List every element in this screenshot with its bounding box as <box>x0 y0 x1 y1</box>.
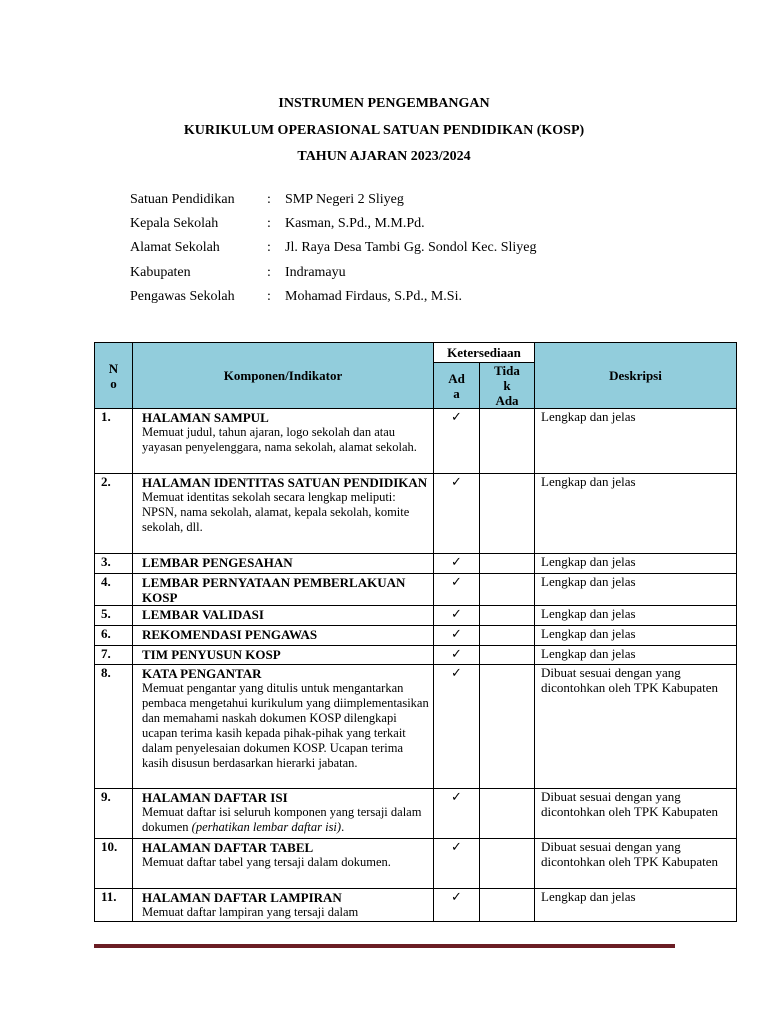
row-number: 6. <box>95 626 133 646</box>
row-tidak-ada <box>480 626 535 646</box>
check-icon: ✓ <box>434 409 480 474</box>
table-row <box>95 626 737 646</box>
row-number: 4. <box>95 574 133 606</box>
row-deskripsi: Dibuat sesuai dengan yang dicontohkan oleh TPK Kabupaten <box>535 839 737 889</box>
row-deskripsi: Dibuat sesuai dengan yang dicontohkan oleh TPK Kabupaten <box>535 665 737 789</box>
header-tidak-ada <box>480 363 535 409</box>
header-ada-line-1: Ad <box>448 370 465 386</box>
row-title: LEMBAR VALIDASI <box>142 607 264 622</box>
row-deskripsi: Lengkap dan jelas <box>535 646 737 665</box>
row-description: Memuat judul, tahun ajaran, logo sekolah dan atau yayasan penyelenggara, nama sekolah, alamat sekolah. <box>142 425 417 454</box>
info-label: Alamat Sekolah <box>130 240 220 255</box>
row-title: REKOMENDASI PENGAWAS <box>142 627 318 642</box>
header-deskripsi: Deskripsi <box>535 343 737 409</box>
row-number: 2. <box>95 474 133 554</box>
info-label: Kabupaten <box>130 265 191 280</box>
row-deskripsi: Lengkap dan jelas <box>535 409 737 474</box>
row-komponen <box>133 554 434 574</box>
info-colon: : <box>267 265 271 280</box>
row-komponen <box>133 789 434 839</box>
info-value: Kasman, S.Pd., M.M.Pd. <box>285 216 425 231</box>
row-title: TIM PENYUSUN KOSP <box>142 647 281 662</box>
row-number: 5. <box>95 606 133 626</box>
check-icon: ✓ <box>434 789 480 839</box>
check-icon: ✓ <box>434 606 480 626</box>
table-row <box>95 889 737 922</box>
row-description <box>142 805 429 835</box>
row-komponen <box>133 665 434 789</box>
row-title: KATA PENGANTAR <box>142 666 262 681</box>
row-description: Memuat daftar tabel yang tersaji dalam dokumen. <box>142 855 391 869</box>
row-tidak-ada <box>480 789 535 839</box>
check-icon: ✓ <box>434 889 480 922</box>
table-row <box>95 474 737 554</box>
header-ada-line-2: a <box>453 385 460 401</box>
row-tidak-ada <box>480 665 535 789</box>
info-colon: : <box>267 216 271 231</box>
title-line-3: TAHUN AJARAN 2023/2024 <box>297 149 471 164</box>
info-label: Pengawas Sekolah <box>130 289 235 304</box>
info-label: Satuan Pendidikan <box>130 192 235 207</box>
table-row <box>95 839 737 889</box>
check-icon: ✓ <box>434 839 480 889</box>
header-komponen: Komponen/Indikator <box>133 343 434 409</box>
header-tidak-line-1: Tida <box>494 363 520 378</box>
info-colon: : <box>267 289 271 304</box>
row-deskripsi: Dibuat sesuai dengan yang dicontohkan oleh TPK Kabupaten <box>535 789 737 839</box>
table-row <box>95 409 737 474</box>
check-icon: ✓ <box>434 554 480 574</box>
row-title: LEMBAR PERNYATAAN PEMBERLAKUAN KOSP <box>142 575 406 605</box>
row-deskripsi: Lengkap dan jelas <box>535 474 737 554</box>
row-deskripsi: Lengkap dan jelas <box>535 606 737 626</box>
table-row <box>95 574 737 606</box>
header-no-line-1: N <box>108 360 119 376</box>
info-colon: : <box>267 192 271 207</box>
row-number: 9. <box>95 789 133 839</box>
row-title: HALAMAN SAMPUL <box>142 410 269 425</box>
footer-divider <box>94 944 675 948</box>
row-tidak-ada <box>480 574 535 606</box>
row-komponen <box>133 646 434 665</box>
info-value: Mohamad Firdaus, S.Pd., M.Si. <box>285 289 462 304</box>
header-tidak-line-3: Ada <box>495 393 519 408</box>
info-value: Indramayu <box>285 265 346 280</box>
row-tidak-ada <box>480 554 535 574</box>
row-deskripsi: Lengkap dan jelas <box>535 554 737 574</box>
title-line-1: INSTRUMEN PENGEMBANGAN <box>278 96 490 111</box>
table-row <box>95 606 737 626</box>
check-icon: ✓ <box>434 474 480 554</box>
header-no-line-2: o <box>110 375 117 391</box>
row-title: LEMBAR PENGESAHAN <box>142 555 293 570</box>
row-title: HALAMAN DAFTAR TABEL <box>142 840 314 855</box>
header-no <box>95 343 133 409</box>
header-ada <box>434 363 480 409</box>
row-komponen <box>133 574 434 606</box>
kosp-instrument-table <box>94 342 737 922</box>
row-description-text: Memuat daftar isi seluruh komponen yang tersaji dalam dokumen <box>142 805 422 834</box>
header-tidak-line-2: k <box>503 378 511 393</box>
row-komponen <box>133 889 434 922</box>
row-number: 7. <box>95 646 133 665</box>
info-value: Jl. Raya Desa Tambi Gg. Sondol Kec. Sliyeg <box>285 240 537 255</box>
row-description-end: . <box>341 820 345 834</box>
title-line-2: KURIKULUM OPERASIONAL SATUAN PENDIDIKAN (KOSP) <box>183 123 585 138</box>
row-description: Memuat daftar lampiran yang tersaji dalam <box>142 905 359 919</box>
table-row <box>95 646 737 665</box>
info-colon: : <box>267 240 271 255</box>
check-icon: ✓ <box>434 574 480 606</box>
check-icon: ✓ <box>434 626 480 646</box>
table-row <box>95 554 737 574</box>
row-deskripsi: Lengkap dan jelas <box>535 574 737 606</box>
row-tidak-ada <box>480 474 535 554</box>
row-komponen <box>133 626 434 646</box>
row-deskripsi: Lengkap dan jelas <box>535 626 737 646</box>
row-tidak-ada <box>480 409 535 474</box>
header-ketersediaan: Ketersediaan <box>434 343 535 363</box>
check-icon: ✓ <box>434 665 480 789</box>
row-tidak-ada <box>480 839 535 889</box>
row-tidak-ada <box>480 646 535 665</box>
table-row <box>95 789 737 839</box>
row-komponen <box>133 474 434 554</box>
info-label: Kepala Sekolah <box>130 216 219 231</box>
row-number: 8. <box>95 665 133 789</box>
table-row <box>95 665 737 789</box>
row-tidak-ada <box>480 889 535 922</box>
check-icon: ✓ <box>434 646 480 665</box>
row-title: HALAMAN IDENTITAS SATUAN PENDIDIKAN <box>142 475 428 490</box>
row-number: 1. <box>95 409 133 474</box>
row-komponen <box>133 839 434 889</box>
row-deskripsi: Lengkap dan jelas <box>535 889 737 922</box>
row-title: HALAMAN DAFTAR ISI <box>142 790 288 805</box>
row-description: Memuat identitas sekolah secara lengkap meliputi: NPSN, nama sekolah, alamat, kepala sekolah, komite sekolah, dll. <box>142 490 410 534</box>
row-tidak-ada <box>480 606 535 626</box>
info-value: SMP Negeri 2 Sliyeg <box>285 192 404 207</box>
row-number: 11. <box>95 889 133 922</box>
row-komponen <box>133 606 434 626</box>
row-description-italic: (perhatikan lembar daftar isi) <box>191 820 342 834</box>
row-number: 10. <box>95 839 133 889</box>
row-komponen <box>133 409 434 474</box>
row-number: 3. <box>95 554 133 574</box>
row-description: Memuat pengantar yang ditulis untuk mengantarkan pembaca mengetahui kurikulum yang diimplementasikan dan memahami naskah dokumen KOSP dilengkapi ucapan terima kasih kepada pihak-pihak yang terkait dalam penyelesaian dokumen KOSP. Ucapan terima kasih disusun berdasarkan hierarki jabatan. <box>142 681 429 770</box>
row-title: HALAMAN DAFTAR LAMPIRAN <box>142 890 342 905</box>
